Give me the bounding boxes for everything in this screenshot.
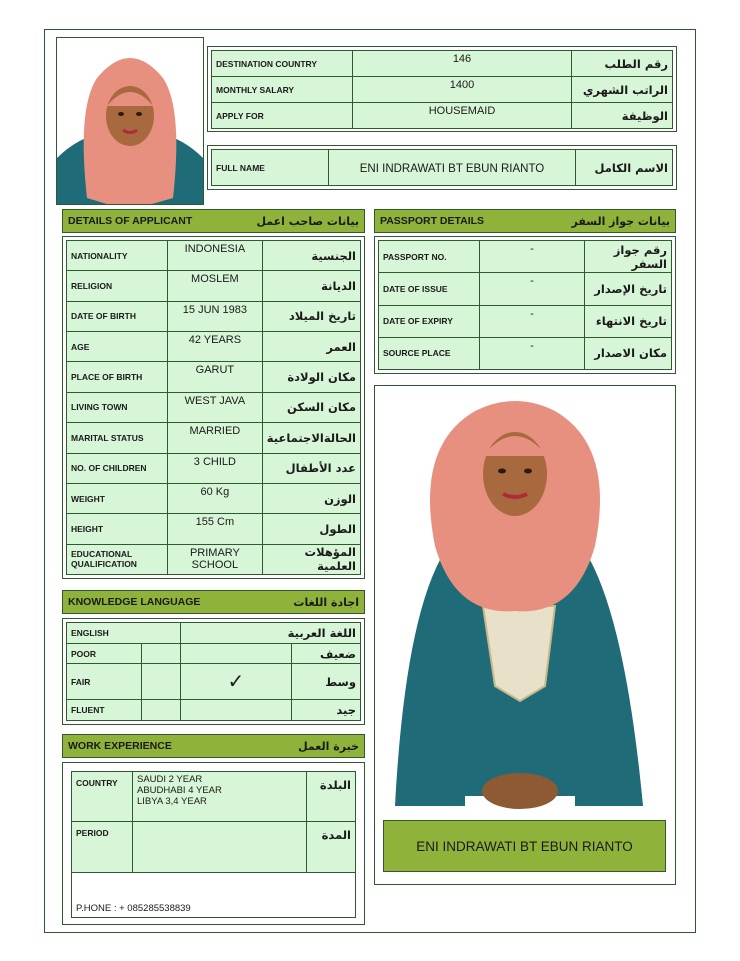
passport-row-value: - <box>480 241 585 273</box>
work-title-ar: خبرة العمل <box>298 739 359 753</box>
work-title: WORK EXPERIENCE <box>68 740 172 752</box>
top-info-row-ar: الراتب الشهري <box>572 77 673 103</box>
applicant-row-ar: الطول <box>262 514 360 544</box>
work-phone: P.HONE : + 085285538839 <box>71 873 356 918</box>
applicant-row-value: GARUT <box>168 362 263 392</box>
language-english-cell <box>142 700 181 721</box>
language-level-ar: وسط <box>292 664 361 700</box>
applicant-row-label: RELIGION <box>67 271 168 301</box>
applicant-row-label: EDUCATIONAL QUALIFICATION <box>67 544 168 574</box>
top-info-row-value: HOUSEMAID <box>353 103 572 129</box>
applicant-row-label: DATE OF BIRTH <box>67 301 168 331</box>
language-check-cell <box>180 643 291 664</box>
applicant-row-ar: تاريخ الميلاد <box>262 301 360 331</box>
work-country-line: SAUDI 2 YEAR <box>137 774 203 785</box>
applicant-row-ar: الديانة <box>262 271 360 301</box>
passport-box <box>374 236 676 374</box>
applicant-row-value: 15 JUN 1983 <box>168 301 263 331</box>
work-country-ar: البلدة <box>307 772 356 822</box>
language-title-ar: اجادة اللغات <box>293 595 359 609</box>
language-level-ar: جيد <box>292 700 361 721</box>
passport-row-ar: تاريخ الإصدار <box>585 273 672 305</box>
language-level-label: POOR <box>67 643 142 664</box>
applicant-row-ar: الجنسية <box>262 241 360 271</box>
applicant-title: DETAILS OF APPLICANT <box>68 215 193 227</box>
work-period-value <box>133 822 307 873</box>
top-info-row-label: MONTHLY SALARY <box>212 77 353 103</box>
passport-row-ar: مكان الاصدار <box>585 337 672 369</box>
applicant-row-value: 60 Kg <box>168 483 263 513</box>
full-name-value: ENI INDRAWATI BT EBUN RIANTO <box>329 150 576 186</box>
work-header <box>62 734 365 758</box>
work-country-line: ABUDHABI 4 YEAR <box>137 785 222 796</box>
top-info-row-value: 1400 <box>353 77 572 103</box>
language-level-label: FLUENT <box>67 700 142 721</box>
applicant-row-value: WEST JAVA <box>168 392 263 422</box>
language-level-ar: ضعيف <box>292 643 361 664</box>
top-info-row-ar: رقم الطلب <box>572 51 673 77</box>
full-name-box <box>207 145 677 190</box>
full-name-ar: الاسم الكامل <box>576 150 673 186</box>
applicant-row-label: LIVING TOWN <box>67 392 168 422</box>
language-english-label: ENGLISH <box>67 623 181 644</box>
applicant-row-value: MOSLEM <box>168 271 263 301</box>
applicant-box <box>62 236 365 579</box>
applicant-table <box>66 240 361 575</box>
work-table <box>71 771 356 873</box>
language-box <box>62 618 365 725</box>
applicant-row-ar: المؤهلات العلمية <box>262 544 360 574</box>
work-country-label: COUNTRY <box>72 772 133 822</box>
applicant-row-ar: مكان الولادة <box>262 362 360 392</box>
applicant-row-value: 155 Cm <box>168 514 263 544</box>
passport-header <box>374 209 676 233</box>
applicant-row-label: WEIGHT <box>67 483 168 513</box>
language-english-cell <box>142 664 181 700</box>
passport-row-label: SOURCE PLACE <box>379 337 480 369</box>
photo-caption-text: ENI INDRAWATI BT EBUN RIANTO <box>416 838 633 854</box>
language-header <box>62 590 365 614</box>
applicant-photo-large <box>374 385 676 885</box>
passport-row-label: DATE OF ISSUE <box>379 273 480 305</box>
applicant-header <box>62 209 365 233</box>
applicant-row-ar: العمر <box>262 332 360 362</box>
applicant-row-value: INDONESIA <box>168 241 263 271</box>
applicant-row-value: 3 CHILD <box>168 453 263 483</box>
work-box <box>62 762 365 925</box>
passport-row-label: DATE OF EXPIRY <box>379 305 480 337</box>
applicant-row-value: PRIMARY SCHOOL <box>168 544 263 574</box>
work-country-line: LIBYA 3,4 YEAR <box>137 796 207 807</box>
language-english-cell <box>142 643 181 664</box>
passport-row-ar: تاريخ الانتهاء <box>585 305 672 337</box>
passport-title-ar: بيانات جواز السفر <box>571 214 670 228</box>
applicant-row-label: NO. OF CHILDREN <box>67 453 168 483</box>
top-info-row-value: 146 <box>353 51 572 77</box>
language-table <box>66 622 361 721</box>
top-info-row-ar: الوظيفة <box>572 103 673 129</box>
language-level-label: FAIR <box>67 664 142 700</box>
applicant-row-ar: عدد الأطفال <box>262 453 360 483</box>
work-period-label: PERIOD <box>72 822 133 873</box>
passport-title: PASSPORT DETAILS <box>380 215 485 227</box>
photo-caption <box>383 820 666 872</box>
top-info-box <box>207 46 677 132</box>
applicant-row-ar: الوزن <box>262 483 360 513</box>
full-name-label: FULL NAME <box>212 150 329 186</box>
applicant-photo-small <box>56 37 204 205</box>
passport-row-label: PASSPORT NO. <box>379 241 480 273</box>
top-info-table <box>211 50 673 129</box>
passport-row-value: - <box>480 305 585 337</box>
passport-table <box>378 240 672 370</box>
language-arabic-label: اللغة العربية <box>180 623 360 644</box>
language-check-cell: ✓ <box>180 664 291 700</box>
applicant-row-label: AGE <box>67 332 168 362</box>
applicant-row-label: HEIGHT <box>67 514 168 544</box>
applicant-row-label: NATIONALITY <box>67 241 168 271</box>
applicant-row-value: MARRIED <box>168 423 263 453</box>
passport-row-ar: رقم جواز السفر <box>585 241 672 273</box>
applicant-row-label: PLACE OF BIRTH <box>67 362 168 392</box>
applicant-row-ar: الحالةالاجتماعية <box>262 423 360 453</box>
work-country-values <box>133 772 307 822</box>
passport-row-value: - <box>480 273 585 305</box>
work-period-ar: المدة <box>307 822 356 873</box>
top-info-row-label: DESTINATION COUNTRY <box>212 51 353 77</box>
top-info-row-label: APPLY FOR <box>212 103 353 129</box>
applicant-row-value: 42 YEARS <box>168 332 263 362</box>
passport-row-value: - <box>480 337 585 369</box>
applicant-row-ar: مكان السكن <box>262 392 360 422</box>
language-check-cell <box>180 700 291 721</box>
applicant-title-ar: بيانات صاحب اعمل <box>256 214 359 228</box>
language-title: KNOWLEDGE LANGUAGE <box>68 596 201 608</box>
applicant-row-label: MARITAL STATUS <box>67 423 168 453</box>
full-name-table <box>211 149 673 186</box>
